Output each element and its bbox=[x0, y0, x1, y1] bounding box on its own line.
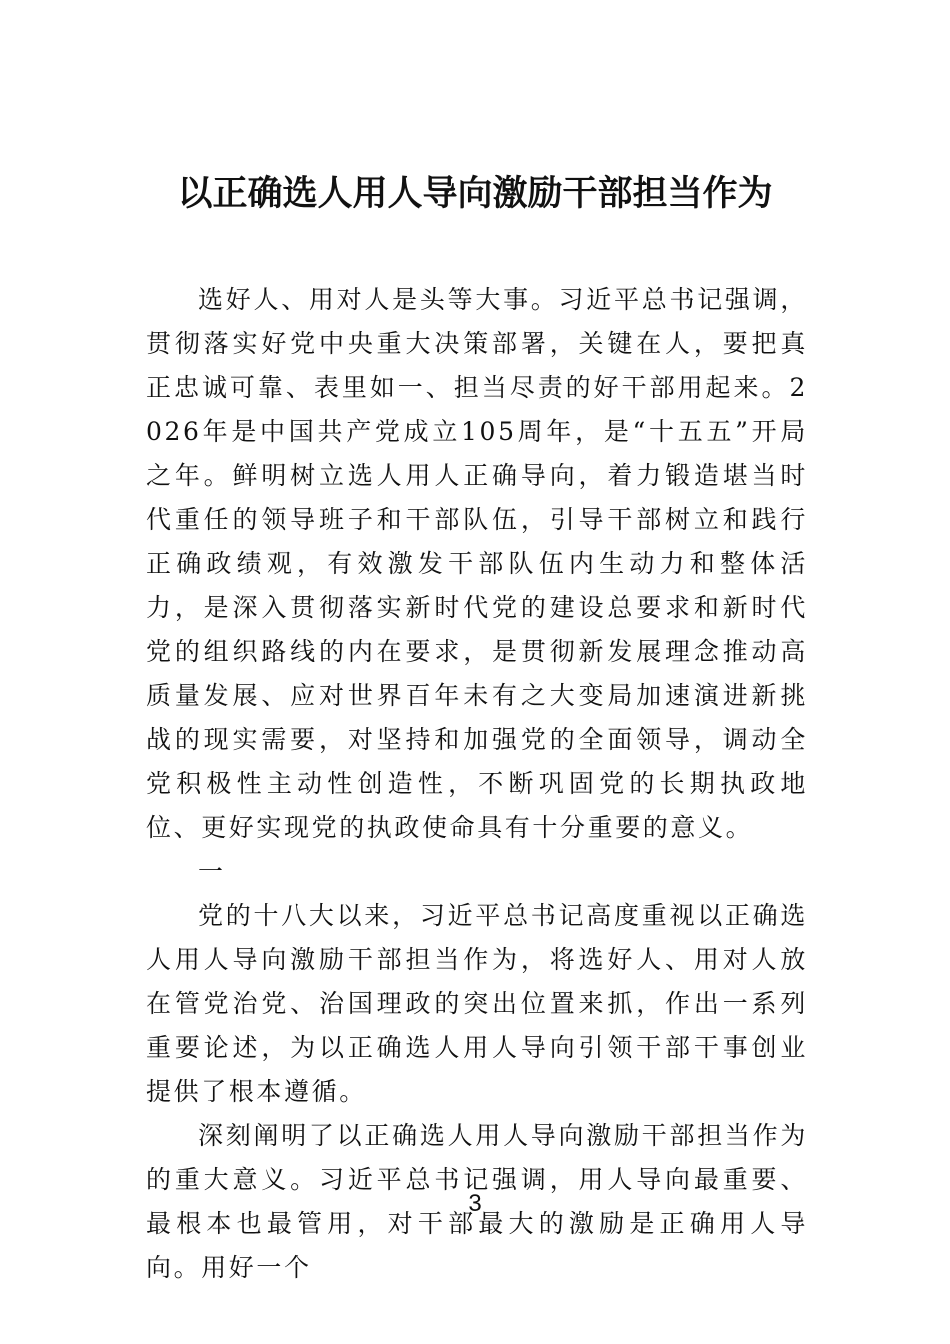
page-number: 3 bbox=[468, 1190, 482, 1217]
document-title: 以正确选人用人导向激励干部担当作为 bbox=[177, 173, 773, 214]
section-marker: 一 bbox=[198, 857, 224, 886]
document-body bbox=[146, 278, 808, 1290]
paragraph-significance: 深刻阐明了以正确选人用人导向激励干部担当作为的重大意义。习近平总书记强调，用人导向最重要、最根本也最管用，对干部最大的激励是正确用人导向。用好一个 bbox=[146, 1121, 808, 1282]
paragraph-section-one: 党的十八大以来，习近平总书记高度重视以正确选人用人导向激励干部担当作为，将选好人、用对人放在管党治党、治国理政的突出位置来抓，作出一系列重要论述，为以正确选人用人导向引领干部干事创业提供了根本遵循。 bbox=[146, 901, 808, 1106]
paragraph-intro: 选好人、用对人是头等大事。习近平总书记强调，贯彻落实好党中央重大决策部署，关键在人，要把真正忠诚可靠、表里如一、担当尽责的好干部用起来。2026年是中国共产党成立105周年，是“十五五”开局之年。鲜明树立选人用人正确导向，着力锻造堪当时代重任的领导班子和干部队伍，引导干部树立和践行正确政绩观，有效激发干部队伍内生动力和整体活力，是深入贯彻落实新时代党的建设总要求和新时代党的组织路线的内在要求，是贯彻新发展理念推动高质量发展、应对世界百年未有之大变局加速演进新挑战的现实需要，对坚持和加强党的全面领导，调动全党积极性主动性创造性，不断巩固党的长期执政地位、更好实现党的执政使命具有十分重要的意义。 bbox=[146, 285, 808, 842]
